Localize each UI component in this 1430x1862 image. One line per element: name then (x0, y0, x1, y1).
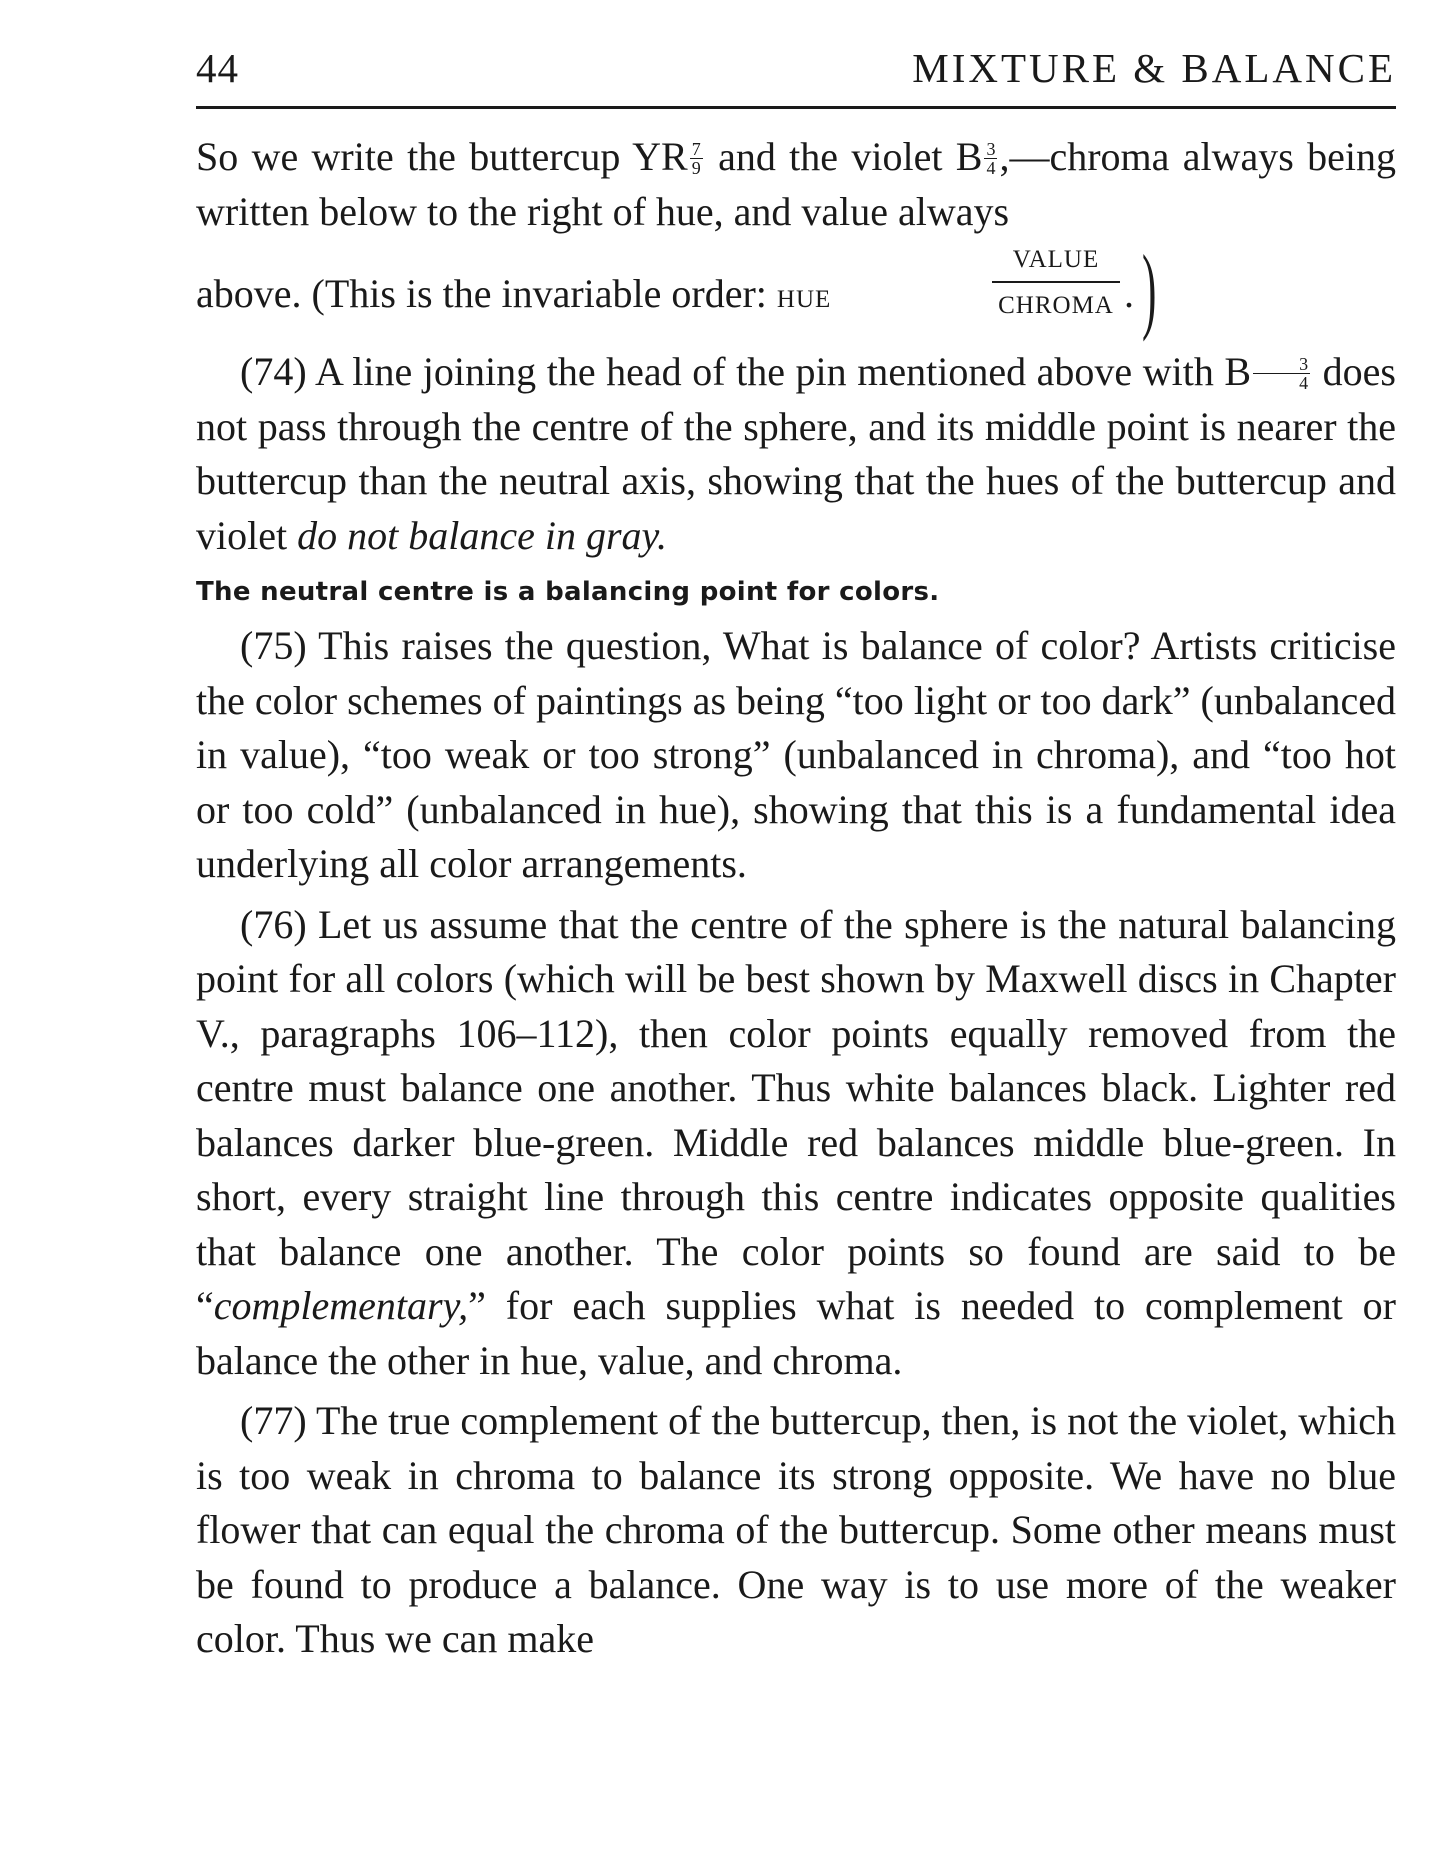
yr-notation-fraction (690, 140, 703, 177)
paragraph-75: (75) This raises the question, What is balance of color? Artists criticise the color schemes of paintings as being “too light or too dark” (unbalanced in value), “too weak or too strong” (unbalanced in chroma), and “too hot or too cold” (unbalanced in hue), showing that this is a fundamental idea underlying all color arrangements. (196, 623, 1396, 886)
order-lead: above. (This is the invariable order: (196, 271, 777, 316)
order-end-period: . (1124, 271, 1134, 316)
intro-paragraph (196, 130, 1396, 239)
notation-order-line (196, 235, 1396, 342)
page-header (196, 40, 1396, 92)
yr-value: 7 (691, 139, 701, 160)
b-notation-fraction (984, 140, 997, 177)
p74-text-b: does not pass through the centre of the sphere, and its middle point is nearer the buttercup than the neutral axis, showing that the hues of the buttercup and violet (196, 349, 1396, 558)
header-rule (196, 106, 1396, 109)
b-chroma: 4 (986, 158, 996, 179)
paragraph-76 (196, 898, 1396, 1389)
intro-text-b: and the violet B (704, 134, 983, 179)
p74-b-chroma: 4 (1299, 373, 1309, 394)
order-value-label: VALUE (1012, 246, 1100, 273)
paragraph-74 (196, 345, 1396, 563)
p76-text-a: (76) Let us assume that the centre of the sphere is the natural balancing point for all colors (which will be best shown by Maxwell discs in Chapter V., paragraphs 106–112), then color points equally removed from the centre must balance one another. Thus white balances black. Lighter red balances darker blue-green. Middle red balances middle blue-green. In short, every straight line through this centre indicates opposite qualities that balance one another. The color points so found are said to be “ (196, 901, 1396, 1328)
p74-b-value: 3 (1253, 355, 1310, 374)
order-chroma-label: CHROMA (998, 291, 1114, 319)
book-page (196, 40, 1396, 1661)
order-lead-text (196, 267, 831, 328)
p76-emphasis: complementary, (213, 1283, 469, 1328)
p74-text-a: (74) A line joining the head of the pin mentioned above with B (240, 349, 1252, 394)
b-value: 3 (986, 139, 996, 160)
paragraph-77: (77) The true complement of the buttercup, then, is not the violet, which is too weak in chroma to balance its strong opposite. We have no blue flower that can equal the chroma of the buttercup. Some other means must be found to produce a balance. One way is to use more of the weaker color. Thus we can make (196, 1398, 1396, 1661)
order-fraction (986, 245, 1126, 321)
intro-text-c: ,—chroma always being written below to the right of hue, and value always (196, 134, 1396, 234)
p74-b-fraction (1253, 355, 1310, 392)
page-number: 44 (196, 45, 239, 91)
closing-parenthesis: ) (1142, 235, 1157, 342)
yr-chroma: 9 (691, 158, 701, 179)
side-heading: The neutral centre is a balancing point for colors. (196, 577, 940, 607)
intro-text-a: So we write the buttercup YR (196, 134, 688, 179)
p74-emphasis: do not balance in gray. (297, 512, 668, 558)
p76-text-b: ” for each supplies what is needed to complement or balance the other in hue, value, and chroma. (196, 1283, 1396, 1383)
page-body (196, 130, 1396, 1667)
order-hue-label: HUE (776, 286, 832, 313)
running-title: MIXTURE & BALANCE (912, 45, 1396, 91)
